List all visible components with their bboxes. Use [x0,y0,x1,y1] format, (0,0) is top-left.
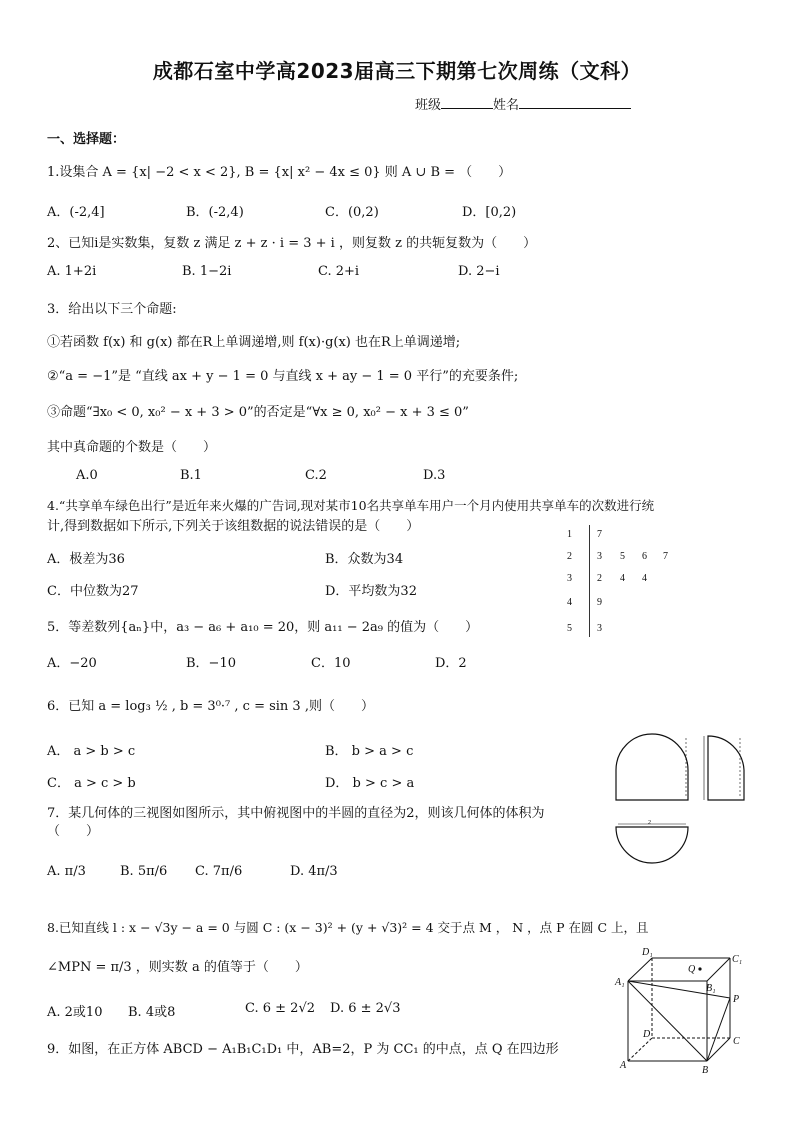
label-a: A [620,1060,627,1071]
leaf-value: 6 [642,551,647,562]
q5-option-c[interactable]: C．10 [311,656,351,671]
q4-stem-line2: 计,得到数据如下所示,下列关于该组数据的说法错误的是（ ） [47,519,420,534]
q7-paren: （ ） [47,824,100,839]
leaf-value: 9 [597,597,602,608]
q3-stem: 3．给出以下三个命题: [47,302,177,317]
q3-option-c[interactable]: C.2 [305,468,327,483]
label-b: B [702,1065,709,1076]
q4-stem-line1: 4.“共享单车绿色出行”是近年来火爆的广告词,现对某市10名共享单车用户一个月内使用共享单车的次数进行统 [47,498,655,513]
q1-option-c[interactable]: C．(0,2) [325,205,379,220]
q2-stem: 2、已知i是实数集，复数 z 满足 z + z · i = 3 + i ，则复数 z 的共轭复数为（ ） [47,236,537,251]
leaf-value: 4 [620,573,625,584]
cube-figure [612,944,762,1078]
stem-value: 3 [567,573,572,584]
leaf-value: 4 [642,573,647,584]
q4-option-a[interactable]: A．极差为36 [47,552,125,567]
q3-option-b[interactable]: B.1 [180,468,202,483]
q4-option-c[interactable]: C．中位数为27 [47,584,139,599]
q4-option-d[interactable]: D．平均数为32 [325,584,417,599]
q8-option-b[interactable]: B. 4或8 [128,1005,176,1020]
name-blank[interactable] [519,96,631,109]
stem-value: 4 [567,597,572,608]
stem-value: 2 [567,551,572,562]
q3-proposition-1: ①若函数 f(x) 和 g(x) 都在R上单调递增,则 f(x)·g(x) 也在R上单调递增; [47,335,461,350]
section-heading: 一、选择题： [47,132,126,147]
stem-value: 1 [567,529,572,540]
stem-value: 5 [567,623,572,634]
leaf-value: 5 [620,551,625,562]
q7-option-b[interactable]: B. 5π/6 [120,864,168,879]
leaf-value: 2 [597,573,602,584]
q7-stem: 7．某几何体的三视图如图所示，其中俯视图中的半圆的直径为2，则该几何体的体积为 [47,806,545,821]
top-view-label: 2 [648,820,651,826]
q9-stem: 9．如图，在正方体 ABCD − A₁B₁C₁D₁ 中，AB=2，P 为 CC₁ 的中点，点 Q 在四边形 [47,1042,559,1057]
page-title: 成都石室中学高2023届高三下期第七次周练（文科） [152,59,642,83]
side-view-shape [708,736,744,800]
top-view-shape [616,827,688,863]
q2-option-c[interactable]: C. 2+i [318,264,360,279]
q1-stem: 1.设集合 A = {x| −2 < x < 2}, B = {x| x² − 4x ≤ 0} 则 A ∪ B = （ ） [47,165,512,180]
label-p: P [733,994,740,1005]
q8-option-d[interactable]: D. 6 ± 2√3 [330,1001,401,1016]
q8-stem-line1: 8.已知直线 l : x − √3y − a = 0 与圆 C : (x − 3)² + (y + √3)² = 4 交于点 M ， N ，点 P 在圆 C 上，且 [47,920,649,935]
stem-leaf-divider [589,525,590,637]
q3-proposition-3: ③命题“∃x₀ < 0, x₀² − x + 3 > 0”的否定是“∀x ≥ 0, x₀² − x + 3 ≤ 0” [47,405,469,420]
q7-option-a[interactable]: A. π/3 [47,864,86,879]
label-b1: B₁ [706,983,716,994]
label-c: C [733,1036,740,1047]
q1-option-b[interactable]: B．(-2,4) [186,205,244,220]
q8-stem-line2: ∠MPN = π/3 ，则实数 a 的值等于（ ） [47,960,308,975]
q6-option-d[interactable]: D． b > c > a [325,776,415,791]
label-d1: D₁ [642,947,653,958]
three-view-figure [608,732,754,864]
label-q: Q [688,964,696,975]
q5-option-a[interactable]: A．−20 [47,656,97,671]
front-view-shape [616,734,688,800]
q3-option-a[interactable]: A.0 [76,468,98,483]
class-name-line [415,94,631,113]
class-blank[interactable] [441,96,493,109]
q8-option-a[interactable]: A. 2或10 [47,1005,103,1020]
q1-option-d[interactable]: D．[0,2) [462,205,517,220]
q3-proposition-2: ②“a = −1”是 “直线 ax + y − 1 = 0 与直线 x + ay − 1 = 0 平行”的充要条件; [47,369,519,384]
leaf-value: 3 [597,623,602,634]
q2-option-b[interactable]: B. 1−2i [182,264,232,279]
q7-option-c[interactable]: C. 7π/6 [195,864,243,879]
q1-option-a[interactable]: A．(-2,4] [47,205,105,220]
stem-leaf-plot [563,525,693,640]
q2-option-a[interactable]: A. 1+2i [47,264,97,279]
class-label: 班级 [415,98,442,113]
label-d: D [643,1029,651,1040]
leaf-value: 7 [663,551,668,562]
q3-ask: 其中真命题的个数是（ ） [47,440,217,455]
leaf-value: 7 [597,529,602,540]
q7-option-d[interactable]: D. 4π/3 [290,864,338,879]
q3-option-d[interactable]: D.3 [423,468,446,483]
label-a1: A₁ [615,977,625,988]
q2-option-d[interactable]: D. 2−i [458,264,500,279]
q6-option-c[interactable]: C． a > c > b [47,776,136,791]
q5-option-b[interactable]: B．−10 [186,656,236,671]
point-q-dot [698,967,701,970]
leaf-value: 3 [597,551,602,562]
q5-stem: 5．等差数列{aₙ}中，a₃ − a₆ + a₁₀ = 20，则 a₁₁ − 2a₉ 的值为（ ） [47,620,479,635]
label-c1: C₁ [732,954,743,965]
q8-option-c[interactable]: C. 6 ± 2√2 [245,1001,316,1016]
q6-option-a[interactable]: A． a > b > c [47,744,136,759]
q4-option-b[interactable]: B．众数为34 [325,552,404,567]
q6-option-b[interactable]: B． b > a > c [325,744,414,759]
name-label: 姓名 [493,98,520,113]
q6-stem: 6．已知 a = log₃ ½ , b = 3⁰·⁷ , c = sin 3 ,则（ ） [47,699,374,714]
q5-option-d[interactable]: D．2 [435,656,467,671]
